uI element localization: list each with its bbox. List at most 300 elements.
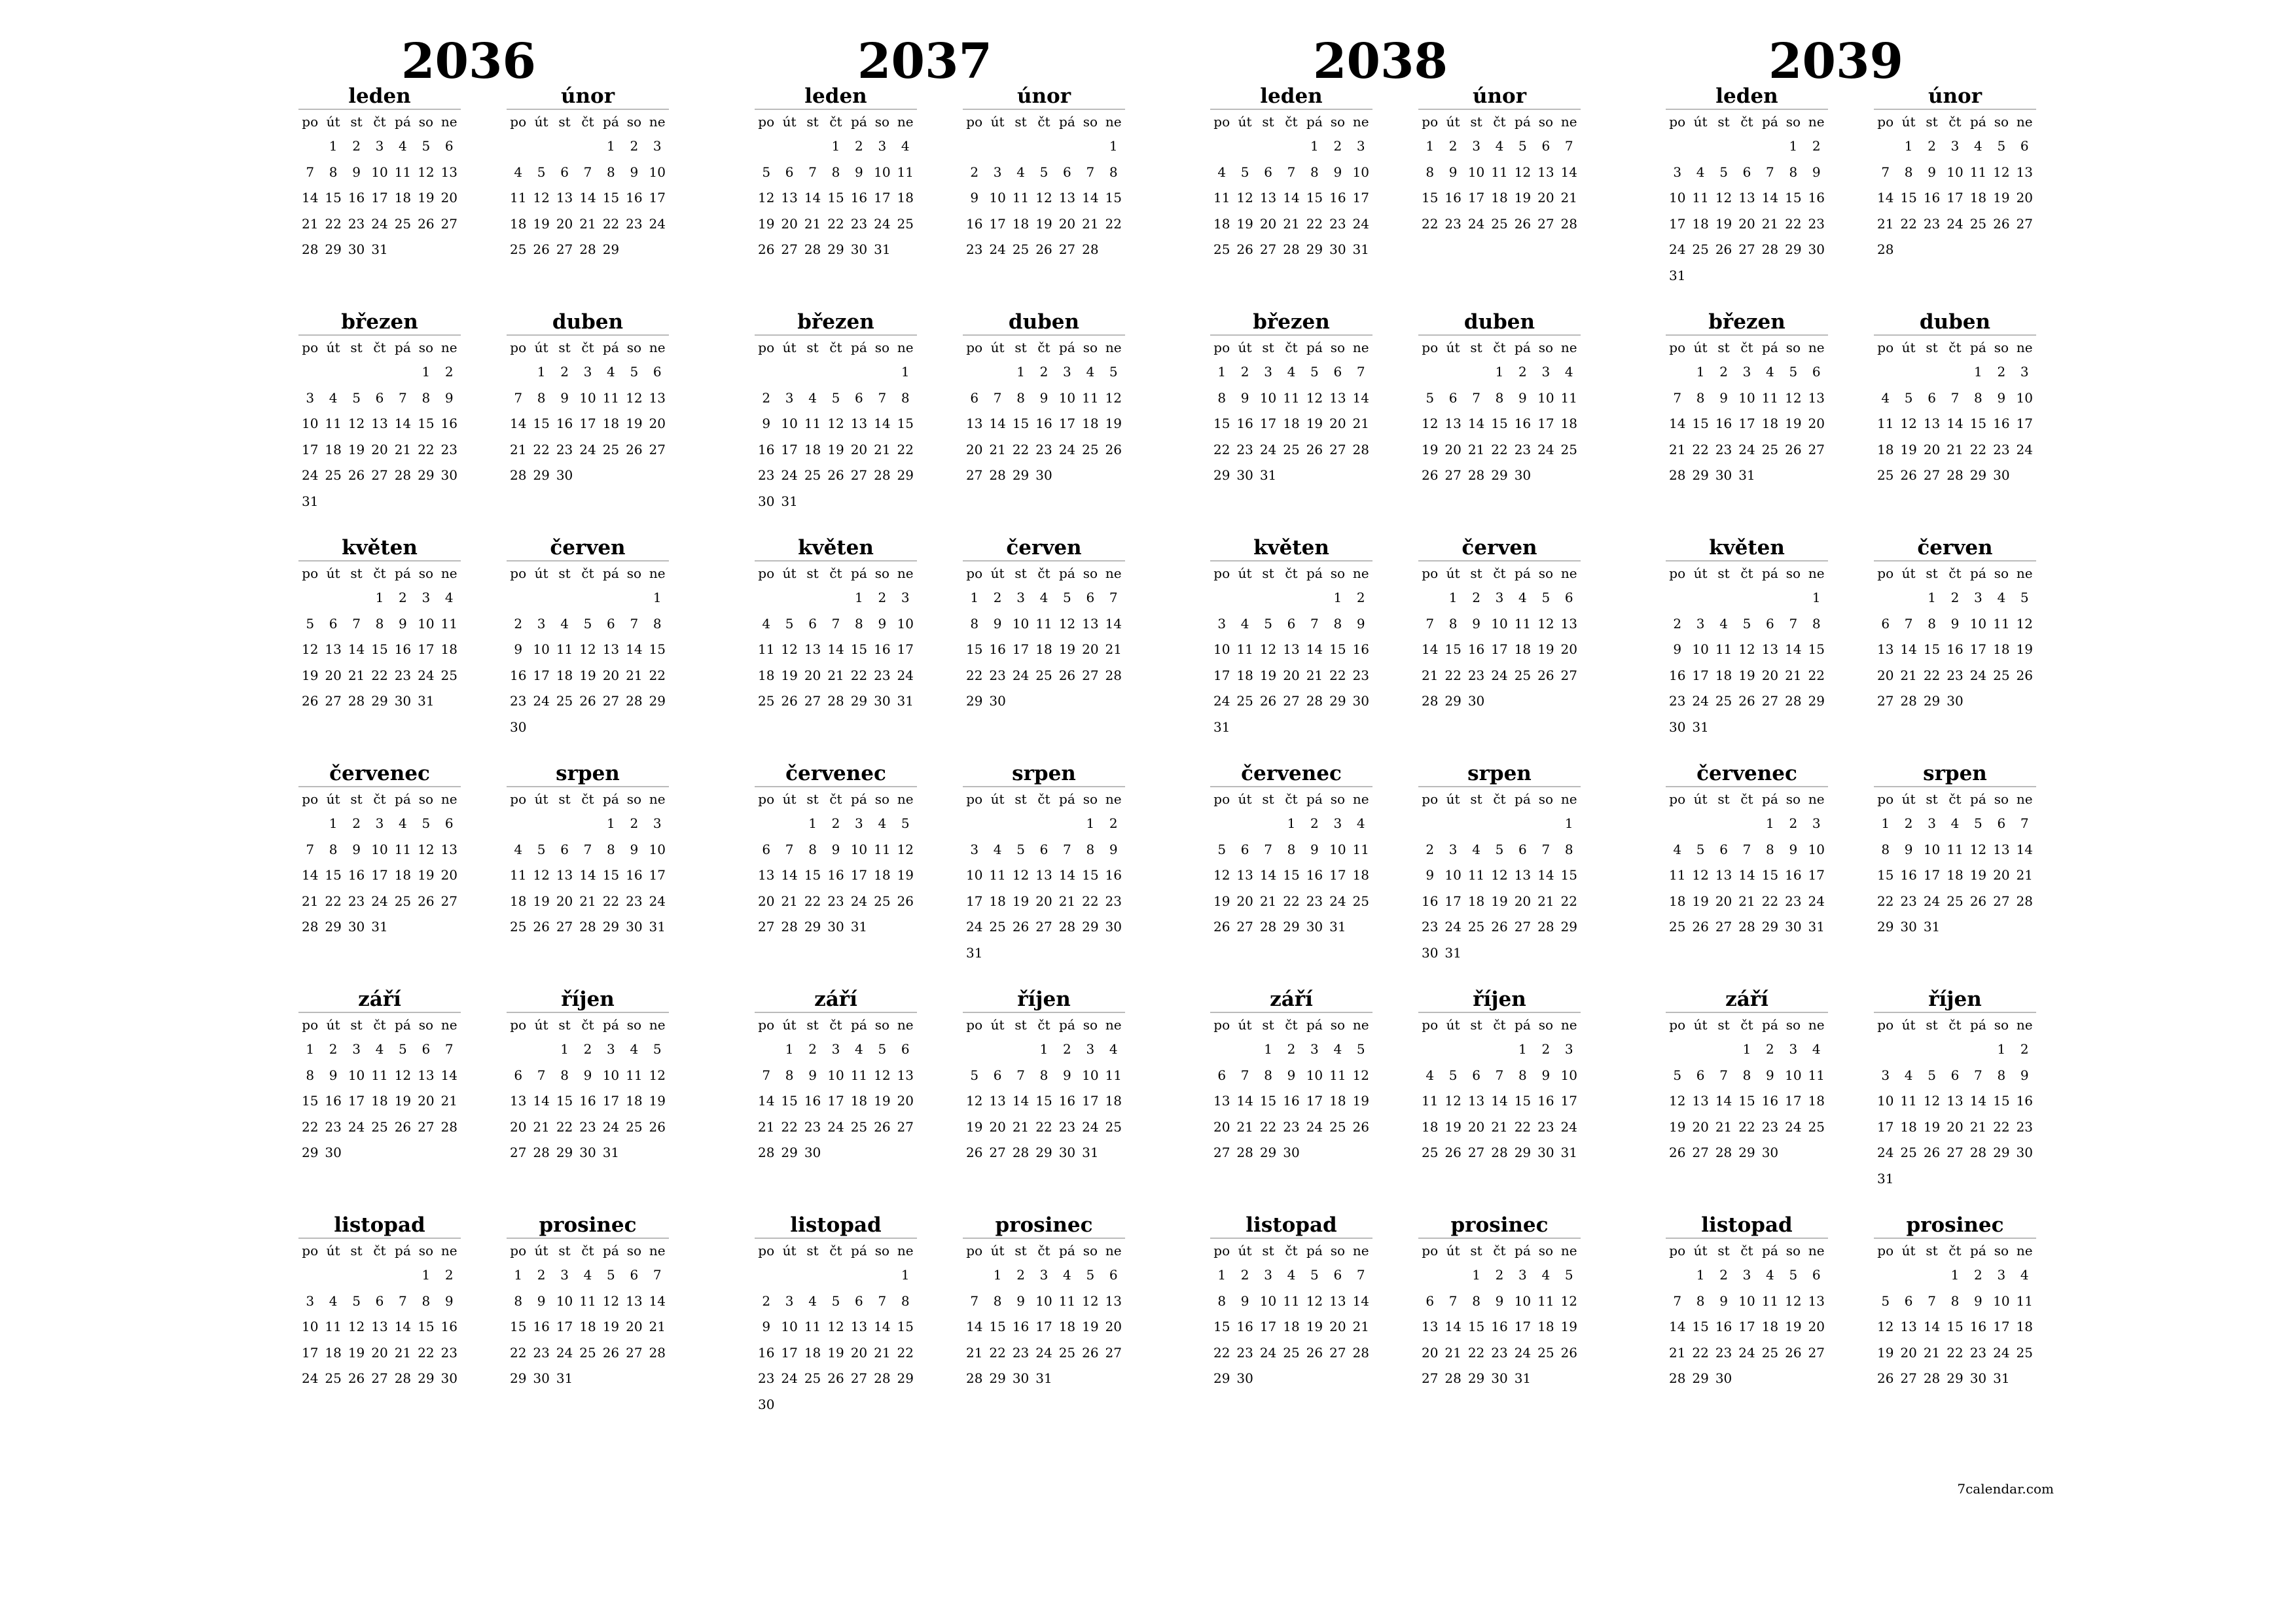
week-row bbox=[755, 411, 917, 437]
day-cell: 25 bbox=[1715, 693, 1732, 709]
day-cell: 23 bbox=[874, 667, 891, 683]
day-cell: 10 bbox=[371, 164, 388, 180]
day-cell: 1 bbox=[1086, 815, 1095, 831]
day-cell: 2 bbox=[1109, 815, 1118, 831]
week-row bbox=[963, 1088, 1125, 1115]
day-cell: 26 bbox=[1738, 693, 1755, 709]
weekday-label: so bbox=[1785, 791, 1801, 807]
week-row bbox=[963, 211, 1125, 238]
day-cell bbox=[1534, 463, 1557, 489]
day-cell bbox=[321, 1262, 344, 1289]
day-cell bbox=[1943, 914, 1966, 940]
week-row bbox=[298, 1088, 461, 1115]
day-cell: 2 bbox=[831, 815, 840, 831]
weekday-label: st bbox=[1014, 114, 1027, 130]
day-cell bbox=[1782, 263, 1804, 289]
day-cell: 28 bbox=[1969, 1145, 1987, 1160]
weekday-label: pá bbox=[1059, 791, 1075, 807]
day-cell: 9 bbox=[993, 615, 1002, 632]
weekday-label: út bbox=[782, 1243, 797, 1258]
day-cell: 17 bbox=[348, 1093, 365, 1109]
week-row bbox=[1210, 585, 1372, 611]
day-cell: 28 bbox=[2016, 893, 2033, 909]
day-cell: 9 bbox=[1904, 841, 1913, 857]
week-row bbox=[507, 1366, 669, 1392]
day-cell: 12 bbox=[533, 867, 550, 883]
weekday-label: čt bbox=[581, 340, 594, 355]
day-cell: 13 bbox=[1035, 867, 1052, 883]
day-cell: 11 bbox=[804, 416, 821, 431]
day-cell: 8 bbox=[422, 1293, 431, 1309]
day-cell bbox=[801, 489, 824, 515]
day-cell: 1 bbox=[1950, 1267, 1960, 1283]
month-name: srpen bbox=[963, 761, 1125, 787]
weekday-label: so bbox=[1330, 340, 1345, 355]
day-cell: 7 bbox=[762, 1067, 771, 1083]
week-row bbox=[1418, 663, 1581, 689]
day-cell: 25 bbox=[626, 1118, 643, 1135]
day-cell: 6 bbox=[1766, 615, 1774, 632]
day-cell: 21 bbox=[1969, 1118, 1987, 1135]
day-cell: 29 bbox=[804, 919, 821, 935]
weekday-label: so bbox=[1330, 1017, 1345, 1033]
day-cell: 23 bbox=[1058, 1118, 1076, 1135]
weekday-label: čt bbox=[1948, 1243, 1962, 1258]
day-cell: 10 bbox=[1058, 389, 1076, 406]
weekday-label: út bbox=[1446, 1243, 1460, 1258]
day-cell: 1 bbox=[901, 1267, 910, 1283]
weekday-label: st bbox=[1014, 1017, 1027, 1033]
day-cell bbox=[345, 489, 368, 515]
day-cell: 3 bbox=[1217, 615, 1227, 632]
day-cell: 27 bbox=[1082, 667, 1099, 683]
day-cell: 7 bbox=[1287, 164, 1296, 180]
day-cell bbox=[1418, 585, 1441, 611]
weekday-label: so bbox=[626, 114, 641, 130]
weekday-label: so bbox=[418, 340, 433, 355]
weekday-label: ne bbox=[897, 791, 914, 807]
day-cell: 23 bbox=[965, 241, 983, 257]
day-cell: 26 bbox=[1785, 441, 1802, 457]
day-cell bbox=[1056, 688, 1079, 715]
day-cell: 2 bbox=[1240, 1267, 1249, 1283]
day-cell bbox=[1233, 715, 1256, 741]
day-cell: 19 bbox=[602, 1319, 620, 1334]
day-cell: 20 bbox=[1876, 667, 1894, 683]
day-cell: 25 bbox=[1012, 241, 1030, 257]
week-row bbox=[507, 160, 669, 186]
day-cell: 2 bbox=[970, 164, 979, 180]
week-row bbox=[1874, 637, 2036, 663]
day-cell bbox=[1897, 359, 1920, 385]
day-cell: 20 bbox=[1058, 215, 1076, 232]
weekday-label: so bbox=[626, 791, 641, 807]
week-row bbox=[1418, 611, 1581, 637]
weekday-label: čt bbox=[1948, 340, 1962, 355]
week-row bbox=[1874, 611, 2036, 637]
weekday-label: po bbox=[1669, 340, 1686, 355]
week-row bbox=[507, 1289, 669, 1315]
day-cell: 24 bbox=[1808, 893, 1825, 909]
day-cell: 10 bbox=[1993, 1293, 2010, 1309]
day-cell: 17 bbox=[1668, 215, 1686, 232]
week-row bbox=[1210, 411, 1372, 437]
day-cell: 11 bbox=[1035, 615, 1052, 632]
day-cell: 28 bbox=[1923, 1370, 1941, 1386]
month-block bbox=[298, 84, 461, 263]
day-cell bbox=[391, 914, 414, 940]
day-cell: 10 bbox=[1876, 1093, 1894, 1109]
week-row bbox=[1418, 863, 1581, 889]
weekday-label: pá bbox=[1306, 114, 1323, 130]
month-name: září bbox=[755, 987, 917, 1013]
day-cell: 21 bbox=[1900, 667, 1917, 683]
week-row bbox=[1874, 1037, 2036, 1063]
day-cell: 12 bbox=[2016, 615, 2033, 632]
weekday-label: ne bbox=[1105, 1243, 1122, 1258]
month-block bbox=[1874, 761, 2036, 940]
day-cell bbox=[1102, 463, 1125, 489]
day-cell: 26 bbox=[1969, 893, 1987, 909]
day-cell bbox=[986, 134, 1009, 160]
day-cell: 20 bbox=[757, 893, 775, 909]
day-cell: 22 bbox=[1808, 667, 1825, 683]
day-cell bbox=[1418, 1262, 1441, 1289]
week-row bbox=[755, 211, 917, 238]
day-cell: 26 bbox=[1236, 241, 1253, 257]
day-cell: 25 bbox=[1993, 667, 2010, 683]
day-cell: 11 bbox=[1058, 1293, 1076, 1309]
day-cell: 12 bbox=[1306, 389, 1323, 406]
day-cell bbox=[778, 359, 800, 385]
day-cell bbox=[600, 585, 622, 611]
day-cell: 16 bbox=[1352, 641, 1369, 657]
day-cell bbox=[1303, 1140, 1326, 1166]
weekday-label: čt bbox=[1285, 791, 1298, 807]
day-cell bbox=[298, 359, 321, 385]
day-cell: 6 bbox=[1812, 364, 1821, 380]
day-cell: 23 bbox=[1969, 1344, 1987, 1361]
day-cell: 7 bbox=[831, 615, 840, 632]
day-cell: 4 bbox=[375, 1041, 384, 1057]
day-cell: 5 bbox=[785, 615, 794, 632]
day-cell bbox=[1257, 1366, 1280, 1392]
day-cell: 5 bbox=[537, 164, 546, 180]
day-cell: 13 bbox=[1283, 641, 1300, 657]
day-cell: 23 bbox=[827, 893, 844, 909]
weekday-label: so bbox=[1330, 1243, 1345, 1258]
day-cell: 8 bbox=[422, 389, 431, 406]
day-cell: 15 bbox=[1808, 641, 1825, 657]
weekday-label: po bbox=[510, 340, 527, 355]
day-cell: 13 bbox=[440, 841, 457, 857]
day-cell: 11 bbox=[371, 1067, 388, 1083]
day-cell: 19 bbox=[1715, 215, 1732, 232]
weekday-label: ne bbox=[897, 565, 914, 581]
day-cell bbox=[1805, 463, 1828, 489]
weekday-label: čt bbox=[1285, 1017, 1298, 1033]
day-cell: 10 bbox=[781, 1319, 798, 1334]
day-cell bbox=[1441, 1262, 1464, 1289]
weekday-label: po bbox=[302, 1017, 319, 1033]
day-cell bbox=[622, 585, 645, 611]
day-cell: 18 bbox=[1761, 416, 1779, 431]
day-cell: 30 bbox=[804, 1145, 821, 1160]
day-cell: 15 bbox=[1491, 416, 1508, 431]
day-cell: 18 bbox=[1946, 867, 1964, 883]
weekday-label: so bbox=[1538, 565, 1553, 581]
weekday-label: pá bbox=[851, 791, 867, 807]
day-cell: 17 bbox=[827, 1093, 844, 1109]
day-cell: 14 bbox=[1444, 1319, 1462, 1334]
day-cell: 29 bbox=[965, 693, 983, 709]
day-cell: 4 bbox=[1109, 1041, 1118, 1057]
month-block bbox=[1666, 310, 1828, 489]
day-cell: 1 bbox=[1495, 364, 1504, 380]
weekday-label: ne bbox=[1105, 340, 1122, 355]
day-cell: 14 bbox=[394, 1319, 412, 1334]
day-cell: 3 bbox=[1541, 364, 1551, 380]
weekday-label: čt bbox=[829, 565, 842, 581]
day-cell: 7 bbox=[1472, 389, 1480, 406]
day-cell: 4 bbox=[1016, 164, 1025, 180]
weekday-label: út bbox=[782, 114, 797, 130]
day-cell: 27 bbox=[1993, 893, 2010, 909]
day-cell: 30 bbox=[1058, 1145, 1076, 1160]
day-cell: 27 bbox=[1329, 441, 1346, 457]
day-cell bbox=[963, 359, 986, 385]
day-cell: 9 bbox=[1426, 867, 1435, 883]
weekday-header-row bbox=[298, 562, 461, 585]
weekday-label: st bbox=[1717, 791, 1730, 807]
day-cell: 1 bbox=[329, 138, 338, 154]
day-cell: 16 bbox=[874, 641, 891, 657]
day-cell bbox=[1990, 914, 2013, 940]
day-cell: 24 bbox=[1537, 441, 1554, 457]
day-cell: 17 bbox=[301, 441, 319, 457]
day-cell bbox=[1534, 688, 1557, 715]
weekday-label: pá bbox=[1970, 1017, 1986, 1033]
month-name: červen bbox=[963, 535, 1125, 562]
day-cell: 9 bbox=[1673, 641, 1682, 657]
day-cell: 25 bbox=[1352, 893, 1369, 909]
day-cell: 20 bbox=[649, 416, 666, 431]
month-name: březen bbox=[298, 310, 461, 336]
day-cell: 14 bbox=[509, 416, 527, 431]
day-cell bbox=[600, 1366, 622, 1392]
day-cell: 13 bbox=[850, 416, 868, 431]
weekday-label: pá bbox=[1762, 1017, 1778, 1033]
day-cell: 16 bbox=[440, 1319, 457, 1334]
day-cell: 1 bbox=[537, 364, 546, 380]
day-cell: 1 bbox=[375, 590, 384, 605]
day-cell: 24 bbox=[827, 1118, 844, 1135]
day-cell bbox=[1558, 463, 1581, 489]
day-cell: 12 bbox=[1082, 1293, 1099, 1309]
month-name: červenec bbox=[755, 761, 917, 787]
day-cell: 24 bbox=[1012, 667, 1030, 683]
day-cell: 21 bbox=[874, 441, 891, 457]
day-cell: 26 bbox=[1421, 467, 1439, 483]
day-cell: 29 bbox=[1692, 467, 1709, 483]
day-cell: 15 bbox=[371, 641, 388, 657]
week-row bbox=[507, 385, 669, 412]
day-cell: 30 bbox=[1236, 467, 1253, 483]
week-row bbox=[1210, 385, 1372, 412]
day-cell: 27 bbox=[1213, 1145, 1230, 1160]
day-cell: 14 bbox=[874, 416, 891, 431]
day-cell: 20 bbox=[965, 441, 983, 457]
day-cell: 9 bbox=[1719, 1293, 1728, 1309]
month-name: srpen bbox=[1418, 761, 1581, 787]
day-cell: 30 bbox=[533, 1370, 550, 1386]
day-cell: 10 bbox=[1808, 841, 1825, 857]
day-cell: 18 bbox=[1668, 893, 1686, 909]
week-row bbox=[1666, 863, 1828, 889]
day-cell bbox=[1488, 811, 1511, 837]
day-cell: 12 bbox=[757, 190, 775, 205]
day-cell: 16 bbox=[827, 867, 844, 883]
weekday-label: pá bbox=[1306, 791, 1323, 807]
weekday-label: pá bbox=[1970, 1243, 1986, 1258]
day-cell: 29 bbox=[1946, 1370, 1964, 1386]
week-row bbox=[507, 688, 669, 715]
day-cell: 13 bbox=[804, 641, 821, 657]
day-cell bbox=[824, 359, 847, 385]
day-cell: 18 bbox=[440, 641, 457, 657]
weekday-label: čt bbox=[581, 565, 594, 581]
day-cell bbox=[1233, 1037, 1256, 1063]
day-cell: 3 bbox=[993, 164, 1002, 180]
day-cell bbox=[1805, 263, 1828, 289]
day-cell: 5 bbox=[1426, 389, 1435, 406]
weekday-label: pá bbox=[395, 340, 411, 355]
day-cell: 21 bbox=[1236, 1118, 1253, 1135]
day-cell: 22 bbox=[850, 667, 868, 683]
day-cell: 3 bbox=[306, 389, 315, 406]
day-cell: 16 bbox=[533, 1319, 550, 1334]
week-row bbox=[1210, 637, 1372, 663]
year-title: 2037 bbox=[857, 33, 992, 90]
weekday-label: ne bbox=[897, 114, 914, 130]
day-cell: 6 bbox=[1063, 164, 1071, 180]
day-cell: 6 bbox=[1426, 1293, 1435, 1309]
day-cell: 17 bbox=[1738, 416, 1755, 431]
day-cell: 29 bbox=[1467, 1370, 1485, 1386]
day-cell: 19 bbox=[533, 893, 550, 909]
weekday-header-row bbox=[1666, 1239, 1828, 1262]
weekday-label: so bbox=[1785, 340, 1801, 355]
day-cell: 25 bbox=[1537, 1344, 1554, 1361]
week-row bbox=[298, 1140, 461, 1166]
day-cell: 21 bbox=[579, 215, 596, 232]
day-cell: 4 bbox=[1812, 1041, 1821, 1057]
day-cell: 6 bbox=[2020, 138, 2029, 154]
weekday-label: čt bbox=[1740, 791, 1753, 807]
week-row bbox=[755, 611, 917, 637]
day-cell: 21 bbox=[1259, 893, 1277, 909]
weekday-label: so bbox=[874, 340, 889, 355]
day-cell: 25 bbox=[1105, 1118, 1122, 1135]
day-cell: 14 bbox=[1560, 164, 1577, 180]
week-row bbox=[507, 1063, 669, 1089]
day-cell: 24 bbox=[371, 215, 388, 232]
day-cell: 14 bbox=[2016, 841, 2033, 857]
day-cell: 30 bbox=[1012, 1370, 1030, 1386]
day-cell: 20 bbox=[509, 1118, 527, 1135]
day-cell: 7 bbox=[1541, 841, 1551, 857]
day-cell: 3 bbox=[375, 138, 384, 154]
day-cell bbox=[1689, 811, 1712, 837]
weekday-label: út bbox=[782, 791, 797, 807]
day-cell: 22 bbox=[533, 441, 550, 457]
day-cell: 26 bbox=[1876, 1370, 1894, 1386]
day-cell: 6 bbox=[855, 1293, 863, 1309]
day-cell: 22 bbox=[1012, 441, 1030, 457]
day-cell: 5 bbox=[422, 138, 431, 154]
day-cell: 10 bbox=[781, 416, 798, 431]
day-cell: 1 bbox=[1109, 138, 1118, 154]
day-cell: 1 bbox=[1217, 364, 1227, 380]
day-cell: 4 bbox=[399, 138, 407, 154]
week-row bbox=[1418, 463, 1581, 489]
weekday-label: út bbox=[326, 565, 340, 581]
weekday-label: pá bbox=[1762, 114, 1778, 130]
weekday-label: út bbox=[1901, 791, 1916, 807]
day-cell: 27 bbox=[1329, 1344, 1346, 1361]
day-cell bbox=[1303, 585, 1326, 611]
day-cell: 12 bbox=[1738, 641, 1755, 657]
day-cell: 23 bbox=[1352, 667, 1369, 683]
day-cell: 8 bbox=[1109, 164, 1118, 180]
day-cell: 25 bbox=[325, 1370, 342, 1386]
day-cell: 30 bbox=[579, 1145, 596, 1160]
day-cell: 22 bbox=[1213, 1344, 1230, 1361]
day-cell: 17 bbox=[649, 190, 666, 205]
day-cell: 20 bbox=[440, 867, 457, 883]
day-cell bbox=[1897, 1037, 1920, 1063]
day-cell: 11 bbox=[509, 190, 527, 205]
day-cell: 2 bbox=[630, 138, 639, 154]
month-block bbox=[1210, 310, 1372, 489]
week-row bbox=[755, 1140, 917, 1166]
day-cell: 16 bbox=[850, 190, 868, 205]
day-cell bbox=[1056, 463, 1079, 489]
weekday-label: út bbox=[1238, 791, 1252, 807]
day-cell: 6 bbox=[1696, 1067, 1705, 1083]
day-cell bbox=[1056, 811, 1079, 837]
day-cell: 7 bbox=[2020, 815, 2029, 831]
weekday-header-row bbox=[1874, 1013, 2036, 1037]
day-cell bbox=[894, 1140, 917, 1166]
weekday-label: čt bbox=[829, 1017, 842, 1033]
day-cell: 18 bbox=[1352, 867, 1369, 883]
day-cell: 18 bbox=[1082, 416, 1099, 431]
week-row bbox=[1666, 359, 1828, 385]
day-cell: 16 bbox=[1537, 1093, 1554, 1109]
day-cell: 25 bbox=[1514, 667, 1532, 683]
day-cell: 14 bbox=[626, 641, 643, 657]
day-cell: 24 bbox=[1876, 1145, 1894, 1160]
day-cell: 22 bbox=[965, 667, 983, 683]
day-cell: 1 bbox=[901, 364, 910, 380]
day-cell: 13 bbox=[649, 389, 666, 406]
day-cell bbox=[438, 1140, 461, 1166]
day-cell: 19 bbox=[1785, 1319, 1802, 1334]
weekday-label: so bbox=[418, 1243, 433, 1258]
day-cell: 22 bbox=[1738, 1118, 1755, 1135]
day-cell: 29 bbox=[989, 1370, 1006, 1386]
